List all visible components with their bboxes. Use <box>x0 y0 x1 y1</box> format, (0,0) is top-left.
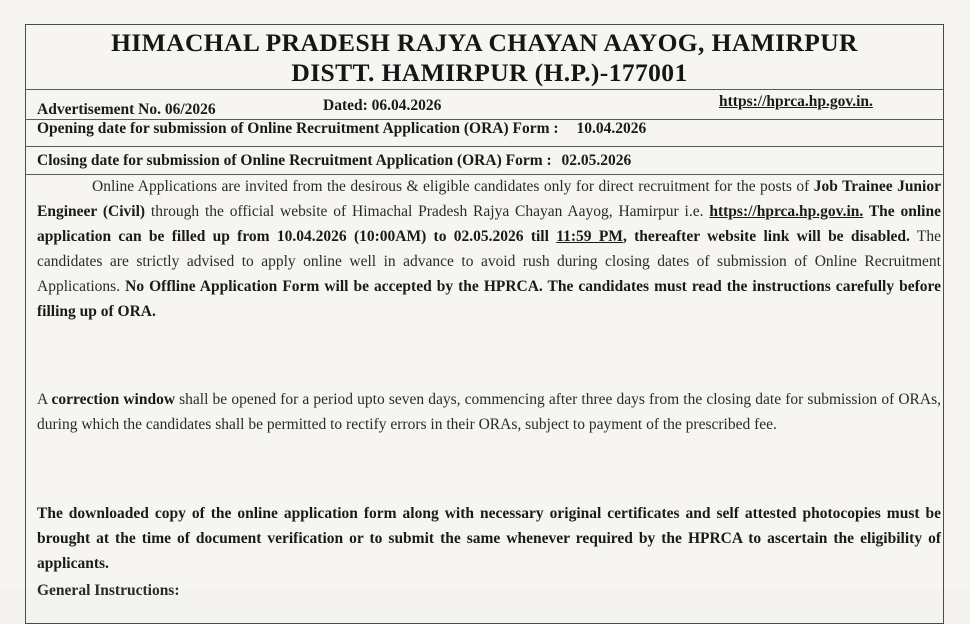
intro-text: Online Applications are invited from the desirous & eligible candidates only for direct recruitment for the posts of <box>92 178 814 195</box>
general-instructions-heading: General Instructions: <box>37 582 180 599</box>
closing-date-label: Closing date for submission of Online Recruitment Application (ORA) Form : <box>37 152 552 169</box>
website-link-inline[interactable]: https://hprca.hp.gov.in. <box>709 203 864 220</box>
intro-text: through the official website of Himachal Pradesh Rajya Chayan Aayog, Hamirpur i.e. <box>145 203 710 220</box>
opening-date-label: Opening date for submission of Online Recruitment Application (ORA) Form : <box>37 120 559 137</box>
row-divider <box>25 146 944 147</box>
website-link[interactable]: https://hprca.hp.gov.in. <box>719 93 873 110</box>
document-title <box>25 28 944 88</box>
document-verification-paragraph: The downloaded copy of the online application form along with necessary original certificates and self attested photocopies must be brought at the time of document verification or to submit the same whenever required by the HPRCA to ascertain the eligibility of applicants. <box>37 505 941 572</box>
closing-date-value: 02.05.2026 <box>561 152 632 169</box>
closing-time: 11:59 PM <box>556 228 623 245</box>
advertisement-number: Advertisement No. 06/2026 <box>37 101 216 118</box>
correction-window-term: correction window <box>51 391 176 408</box>
advertisement-date: Dated: 06.04.2026 <box>323 97 442 114</box>
closing-date-row <box>37 152 631 170</box>
advice-text: The candidates are strictly advised to apply online well in advance to avoid rush during closing dates of submission of Online Recruitment Applications. <box>37 228 942 295</box>
opening-date-value: 10.04.2026 <box>576 120 647 137</box>
link-disabled-text: , thereafter website link will be disabled. <box>622 228 910 245</box>
correction-text: A <box>37 391 52 408</box>
post-name: Job Trainee Junior Engineer (Civil) <box>37 178 941 220</box>
application-window-text: The online application can be filled up from 10.04.2026 (10:00AM) to 02.05.2026 till <box>37 203 941 245</box>
intro-paragraph <box>37 174 941 324</box>
opening-date-row <box>37 120 646 138</box>
title-divider <box>25 89 944 90</box>
offline-notice-text: No Offline Application Form will be accepted by the HPRCA. The candidates must read the instructions carefully before filling up of ORA. <box>37 278 941 320</box>
title-line-2: DISTT. HAMIRPUR (H.P.)-177001 <box>291 58 688 87</box>
correction-text: shall be opened for a period upto seven days, commencing after three days from the closing date for submission of ORAs, during which the candidates shall be permitted to rectify errors in their ORAs, subject to payment of the prescribed fee. <box>37 391 941 433</box>
correction-window-paragraph <box>37 387 941 437</box>
title-line-1: HIMACHAL PRADESH RAJYA CHAYAN AAYOG, HAMIRPUR <box>111 28 858 57</box>
